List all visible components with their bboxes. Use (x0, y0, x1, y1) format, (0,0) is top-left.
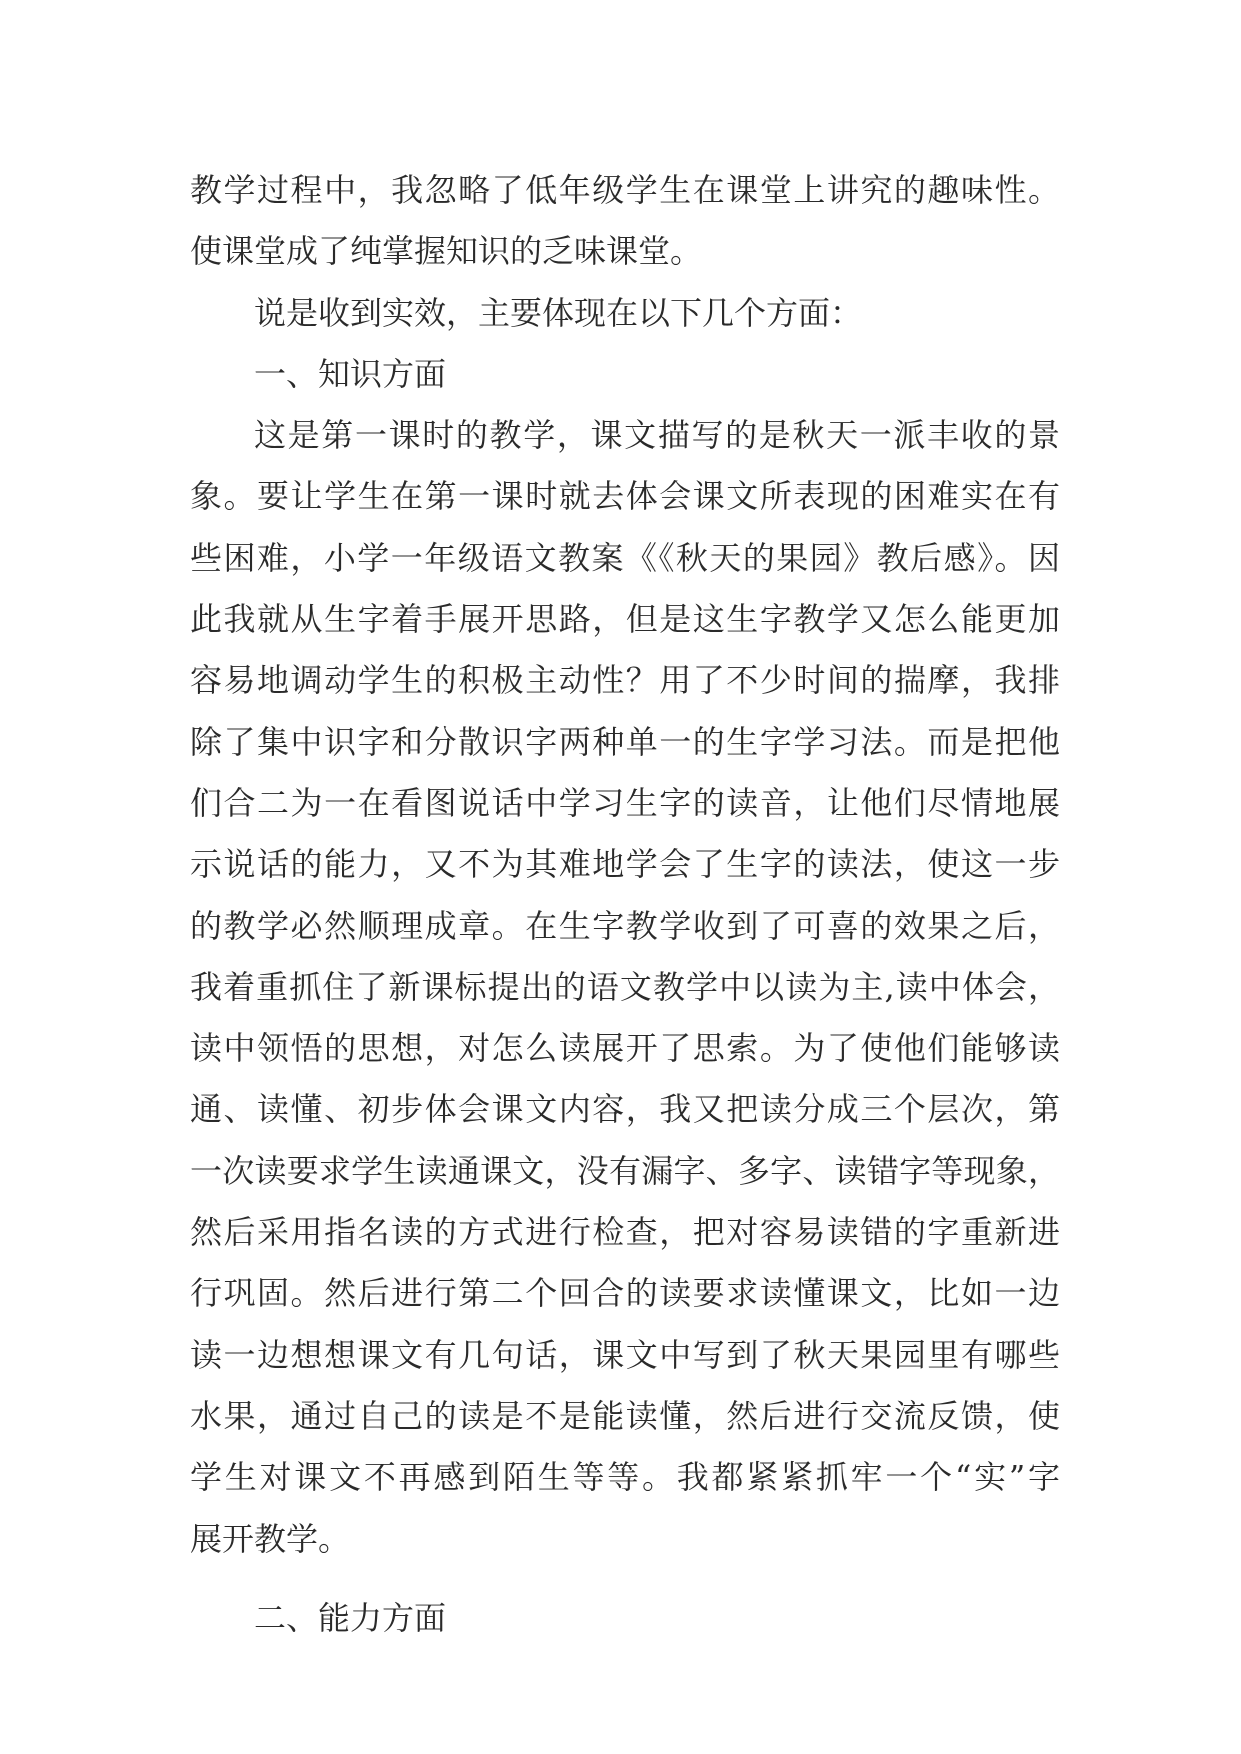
text-line: 这是第一课时的教学，课文描写的是秋天一派丰收的景 (254, 416, 1060, 455)
text-line: 读中领悟的思想，对怎么读展开了思索。为了使他们能够读 (190, 1029, 1060, 1068)
text-line: 读一边想想课文有几句话，课文中写到了秋天果园里有哪些 (190, 1335, 1060, 1374)
text-line: 除了集中识字和分散识字两种单一的生字学习法。而是把他 (190, 722, 1060, 761)
text-line: 通、读懂、初步体会课文内容，我又把读分成三个层次，第 (190, 1090, 1060, 1129)
text-line: 水果，通过自己的读是不是能读懂，然后进行交流反馈，使 (190, 1396, 1060, 1435)
paragraph-intro: 说是收到实效，主要体现在以下几个方面： (254, 293, 863, 332)
text-line: 使课堂成了纯掌握知识的乏味课堂。 (190, 232, 703, 271)
text-line: 容易地调动学生的积极主动性？用了不少时间的揣摩，我排 (190, 661, 1060, 700)
text-line: 学生对课文不再感到陌生等等。我都紧紧抓牢一个“实”字 (190, 1458, 1060, 1497)
text-line: 教学过程中，我忽略了低年级学生在课堂上讲究的趣味性。 (190, 171, 1060, 209)
text-line: 的教学必然顺理成章。在生字教学收到了可喜的效果之后， (190, 906, 1060, 945)
text-line: 行巩固。然后进行第二个回合的读要求读懂课文，比如一边 (190, 1274, 1060, 1313)
text-line: 然后采用指名读的方式进行检查，把对容易读错的字重新进 (190, 1213, 1060, 1252)
text-line: 象。要让学生在第一课时就去体会课文所表现的困难实在有 (190, 477, 1060, 516)
text-line: 一次读要求学生读通课文，没有漏字、多字、读错字等现象， (190, 1151, 1060, 1190)
text-line: 们合二为一在看图说话中学习生字的读音，让他们尽情地展 (190, 783, 1060, 822)
section-heading-knowledge: 一、知识方面 (254, 354, 447, 393)
text-line: 此我就从生字着手展开思路，但是这生字教学又怎么能更加 (190, 600, 1060, 639)
text-line: 些困难，小学一年级语文教案《《秋天的果园》教后感》。因 (190, 538, 1060, 577)
text-line: 展开教学。 (190, 1519, 351, 1558)
text-line: 我着重抓住了新课标提出的语文教学中以读为主,读中体会， (190, 967, 1060, 1006)
section-gap (190, 1570, 1060, 1588)
document-body (190, 160, 1060, 1649)
text-line: 示说话的能力，又不为其难地学会了生字的读法，使这一步 (190, 845, 1060, 884)
section-heading-ability: 二、能力方面 (254, 1598, 447, 1637)
